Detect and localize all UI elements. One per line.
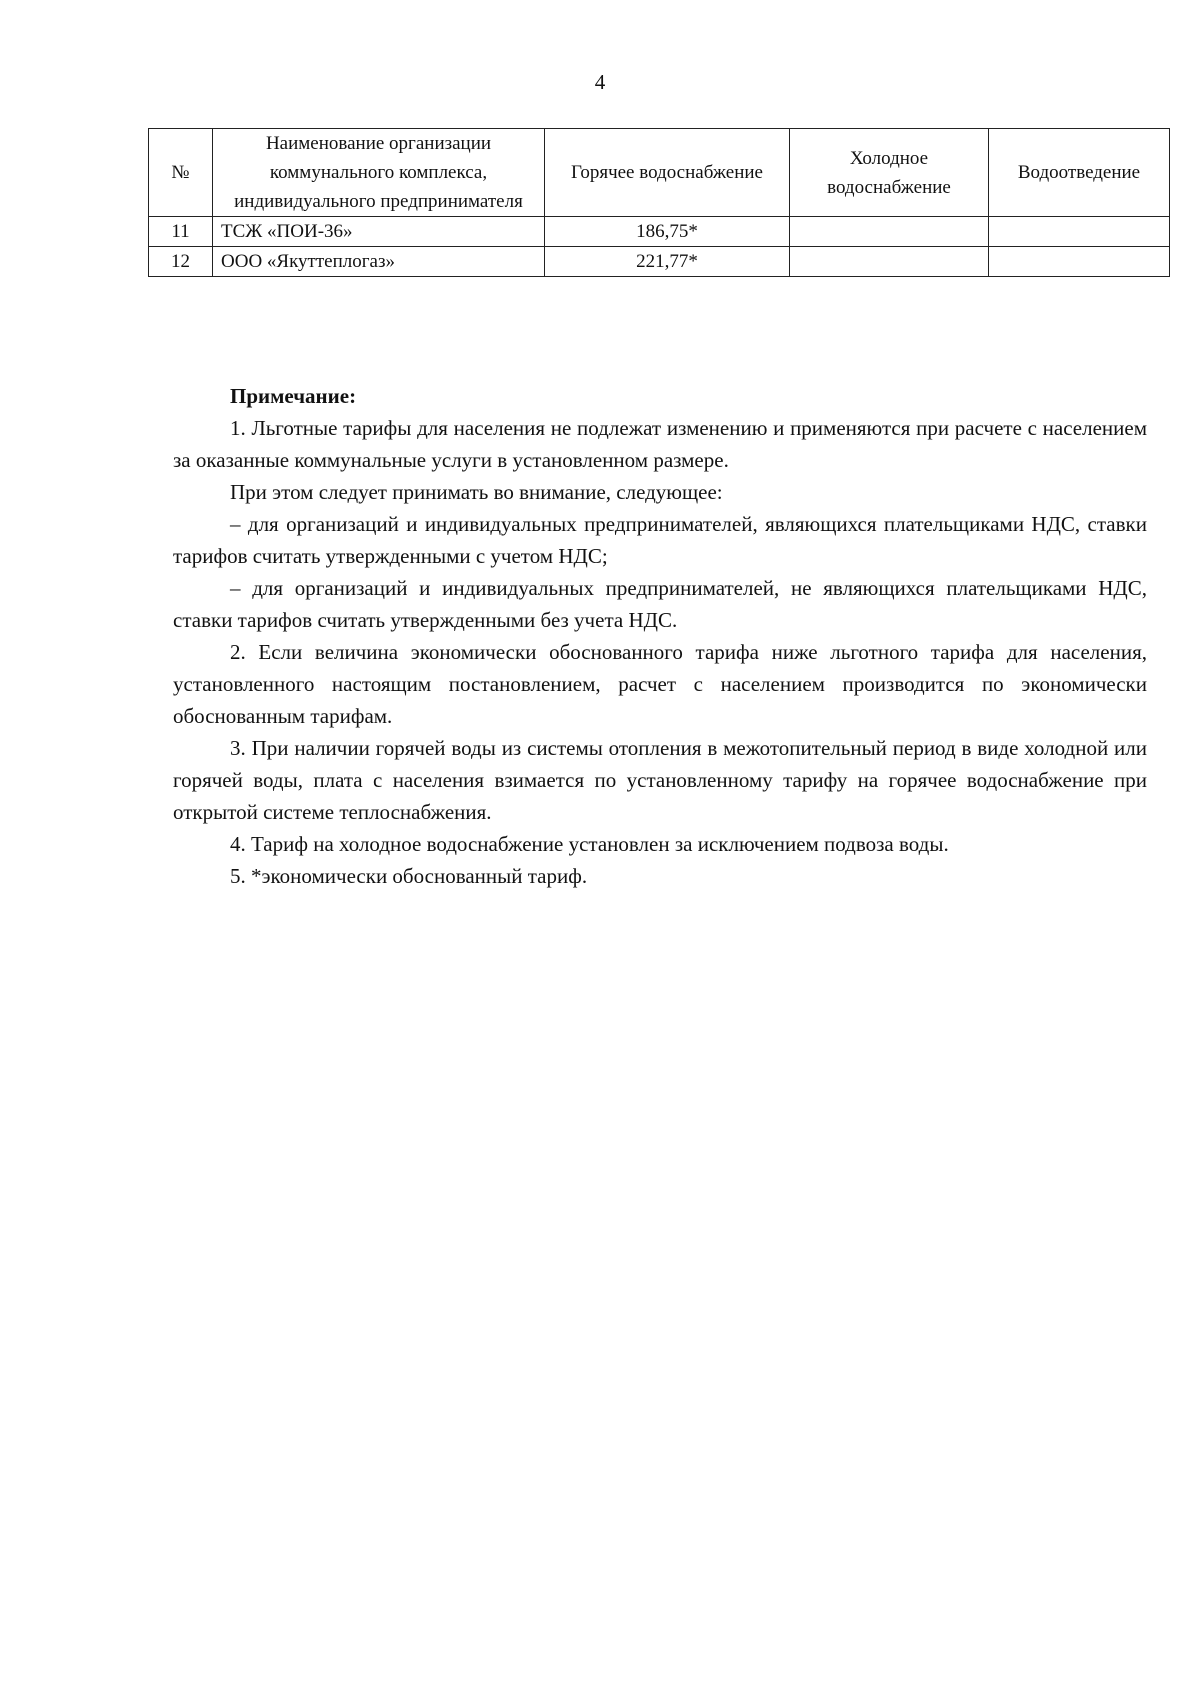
- tariff-table: [148, 128, 1170, 277]
- table-row: [149, 247, 1170, 277]
- table-header-row: [149, 129, 1170, 217]
- row-drainage: [989, 217, 1170, 247]
- header-hot-water: Горячее водоснабжение: [545, 129, 790, 217]
- note-paragraph: 1. Льготные тарифы для населения не подлежат изменению и применяются при расчете с населением за оказанные коммунальные услуги в установленном размере.: [173, 416, 1147, 472]
- header-organization: Наименование организации коммунального комплекса, индивидуального предпринимателя: [213, 129, 545, 217]
- header-cold-water: Холодное водоснабжение: [790, 129, 989, 217]
- row-hot-water: 221,77*: [545, 247, 790, 277]
- header-drainage: Водоотведение: [989, 129, 1170, 217]
- row-number: 11: [149, 217, 213, 247]
- note-paragraph: При этом следует принимать во внимание, следующее:: [230, 480, 723, 504]
- note-paragraph: – для организаций и индивидуальных предпринимателей, не являющихся плательщиками НДС, ставки тарифов считать утвержденными без учета НДС.: [173, 576, 1147, 632]
- note-paragraph: 5. *экономически обоснованный тариф.: [230, 864, 588, 888]
- notes-title: Примечание:: [230, 384, 357, 408]
- row-number: 12: [149, 247, 213, 277]
- notes-section: [173, 380, 1147, 892]
- row-organization: ООО «Якуттеплогаз»: [213, 247, 545, 277]
- table-row: [149, 217, 1170, 247]
- row-drainage: [989, 247, 1170, 277]
- note-paragraph: 3. При наличии горячей воды из системы отопления в межотопительный период в виде холодной или горячей воды, плата с населения взимается по установленному тарифу на горячее водоснабжение при открытой системе теплоснабжения.: [173, 736, 1147, 824]
- header-number: №: [149, 129, 213, 217]
- page-number: 4: [594, 70, 606, 94]
- note-paragraph: 4. Тариф на холодное водоснабжение установлен за исключением подвоза воды.: [230, 832, 949, 856]
- note-paragraph: 2. Если величина экономически обоснованного тарифа ниже льготного тарифа для населения, установленного настоящим постановлением, расчет с населением производится по экономически обоснованным тарифам.: [173, 640, 1147, 728]
- row-cold-water: [790, 217, 989, 247]
- row-organization: ТСЖ «ПОИ-36»: [213, 217, 545, 247]
- row-hot-water: 186,75*: [545, 217, 790, 247]
- note-paragraph: – для организаций и индивидуальных предпринимателей, являющихся плательщиками НДС, ставки тарифов считать утвержденными с учетом НДС;: [173, 512, 1147, 568]
- row-cold-water: [790, 247, 989, 277]
